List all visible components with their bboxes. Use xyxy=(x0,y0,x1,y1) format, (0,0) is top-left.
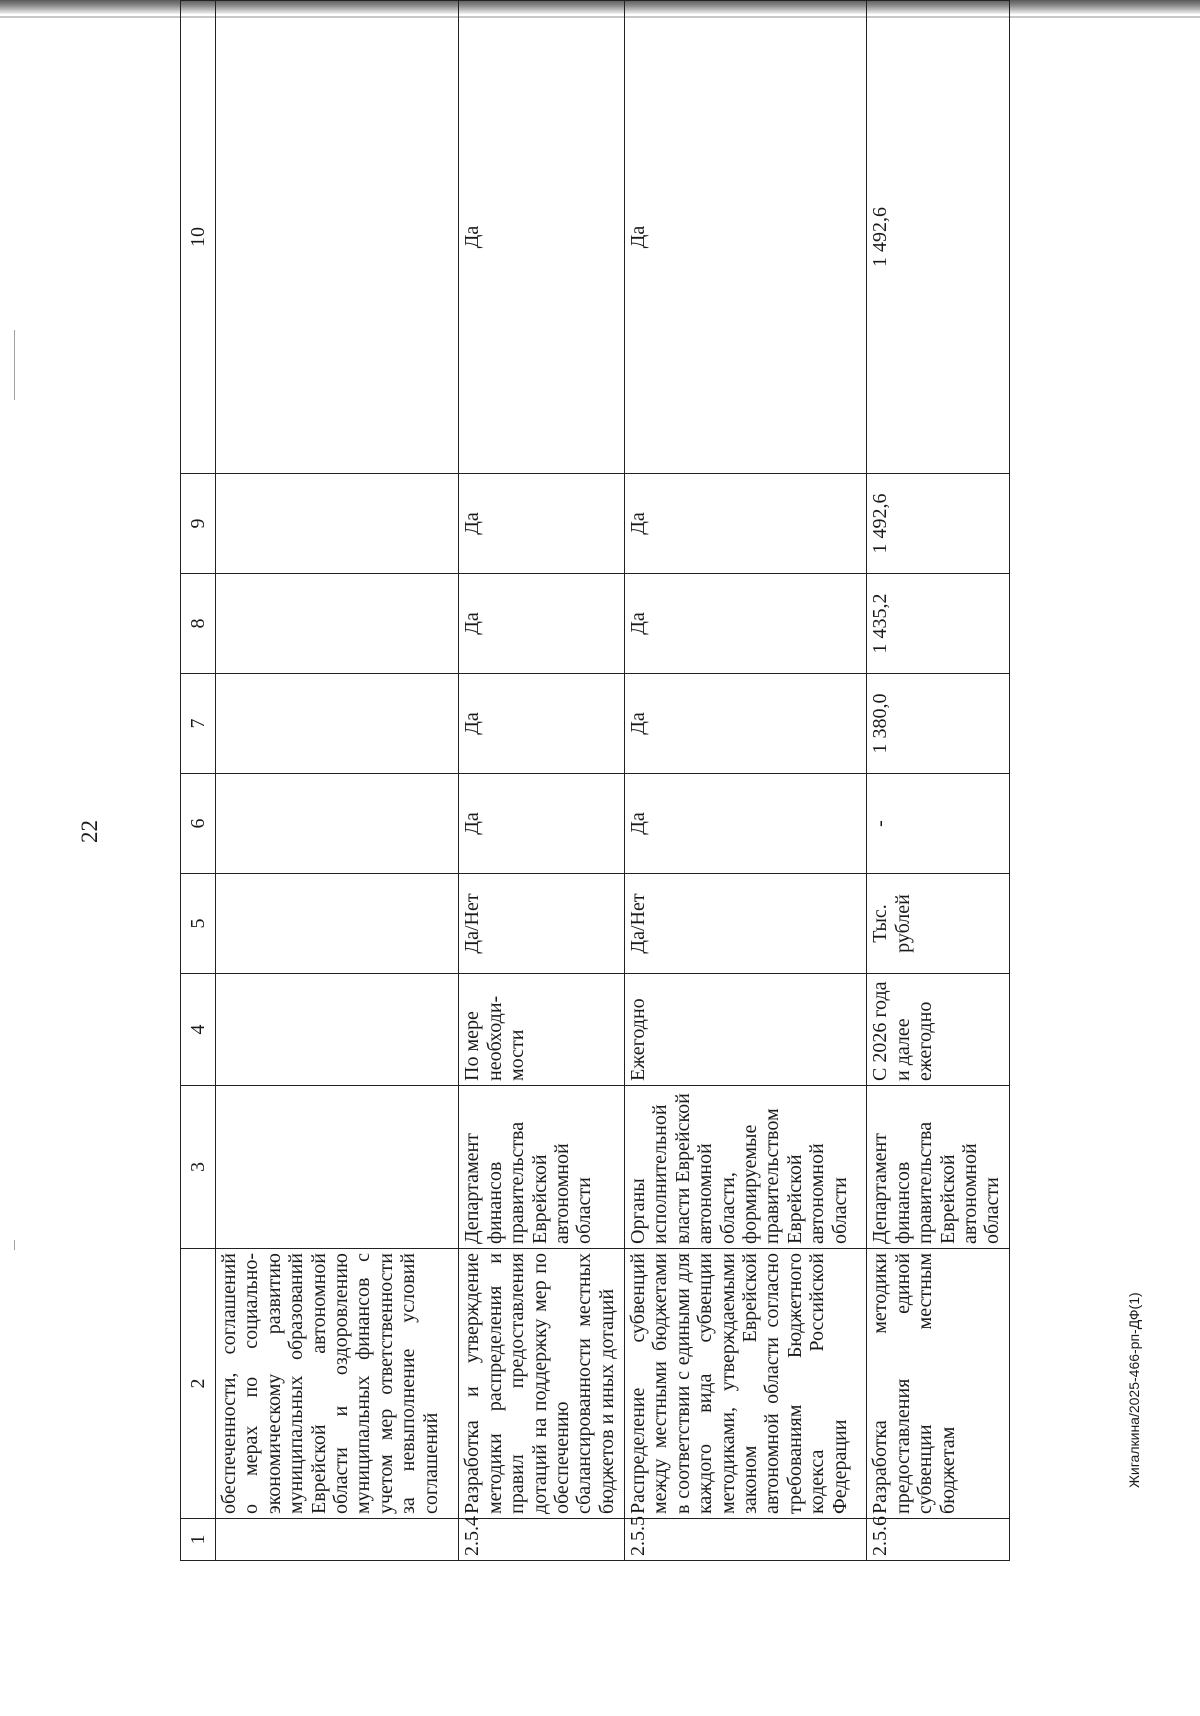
value-col-6: Да xyxy=(625,774,867,874)
table-row xyxy=(459,1,625,1561)
value-col-7: 1 380,0 xyxy=(867,674,1010,774)
measure-text: Разработка методики предоставления единой субвенции местным бюджетам xyxy=(867,1249,1010,1519)
value-col-6: - xyxy=(867,774,1010,874)
unit-text xyxy=(216,874,459,974)
value-col-7 xyxy=(216,674,459,774)
value-col-7: Да xyxy=(625,674,867,774)
scan-mark xyxy=(14,330,15,400)
table-row xyxy=(216,1,459,1561)
measure-text: Разработка и утверждение методики распределения и правил предоставления дотаций на поддержку мер по обеспечению сбалансированности местных бюджетов и иных дотаций xyxy=(459,1249,625,1519)
row-number: 2.5.5 xyxy=(625,1519,867,1561)
value-col-8 xyxy=(216,574,459,674)
column-header-10: 10 xyxy=(181,1,216,474)
row-number xyxy=(216,1519,459,1561)
value-col-7: Да xyxy=(459,674,625,774)
value-col-10: Да xyxy=(625,1,867,474)
column-header-1: 1 xyxy=(181,1519,216,1561)
row-number: 2.5.4 xyxy=(459,1519,625,1561)
value-col-9 xyxy=(216,474,459,574)
value-col-9: 1 492,6 xyxy=(867,474,1010,574)
period-text xyxy=(216,974,459,1086)
measure-text: Распределение субвенций между местными бюджетами в соответствии с едиными для каждого вида субвенции методиками, утверждаемыми законом Еврейской автономной области согласно требованиям Бюджетного кодекса Российской Федерации xyxy=(625,1249,867,1519)
column-header-6: 6 xyxy=(181,774,216,874)
value-col-10: 1 492,6 xyxy=(867,1,1010,474)
executor-text: Департамент финансов правительства Еврейской автономной области xyxy=(867,1086,1010,1249)
footer-document-code: Жигалкина/2025-466-рп-ДФ(1) xyxy=(1126,1292,1142,1488)
scan-mark xyxy=(14,1240,15,1250)
column-header-3: 3 xyxy=(181,1086,216,1249)
value-col-8: Да xyxy=(625,574,867,674)
rotated-table-container xyxy=(180,101,1010,1561)
column-header-7: 7 xyxy=(181,674,216,774)
table-header-row xyxy=(181,1,216,1561)
period-text: По мере необходи-мости xyxy=(459,974,625,1086)
measures-table xyxy=(180,0,1010,1561)
value-col-10: Да xyxy=(459,1,625,474)
value-col-9: Да xyxy=(459,474,625,574)
column-header-4: 4 xyxy=(181,974,216,1086)
unit-text: Да/Нет xyxy=(625,874,867,974)
value-col-6: Да xyxy=(459,774,625,874)
page-number: 22 xyxy=(77,820,102,843)
unit-text: Да/Нет xyxy=(459,874,625,974)
value-col-10 xyxy=(216,1,459,474)
value-col-8: Да xyxy=(459,574,625,674)
value-col-8: 1 435,2 xyxy=(867,574,1010,674)
column-header-9: 9 xyxy=(181,474,216,574)
column-header-2: 2 xyxy=(181,1249,216,1519)
period-text: Ежегодно xyxy=(625,974,867,1086)
row-number: 2.5.6 xyxy=(867,1519,1010,1561)
table-row xyxy=(625,1,867,1561)
column-header-8: 8 xyxy=(181,574,216,674)
period-text: С 2026 года и далее ежегодно xyxy=(867,974,1010,1086)
measure-text: обеспеченности, соглашений о мерах по социально-экономическому развитию муниципальных образований Еврейской автономной области и оздоровлению муниципальных финансов с учетом мер ответственности за невыполнение условий соглашений xyxy=(216,1249,459,1519)
executor-text: Департамент финансов правительства Еврейской автономной области xyxy=(459,1086,625,1249)
value-col-6 xyxy=(216,774,459,874)
executor-text xyxy=(216,1086,459,1249)
value-col-9: Да xyxy=(625,474,867,574)
table-row xyxy=(867,1,1010,1561)
unit-text: Тыс. рублей xyxy=(867,874,1010,974)
column-header-5: 5 xyxy=(181,874,216,974)
executor-text: Органы исполнительной власти Еврейской автономной области, формируемые правительством Еврейской автономной области xyxy=(625,1086,867,1249)
